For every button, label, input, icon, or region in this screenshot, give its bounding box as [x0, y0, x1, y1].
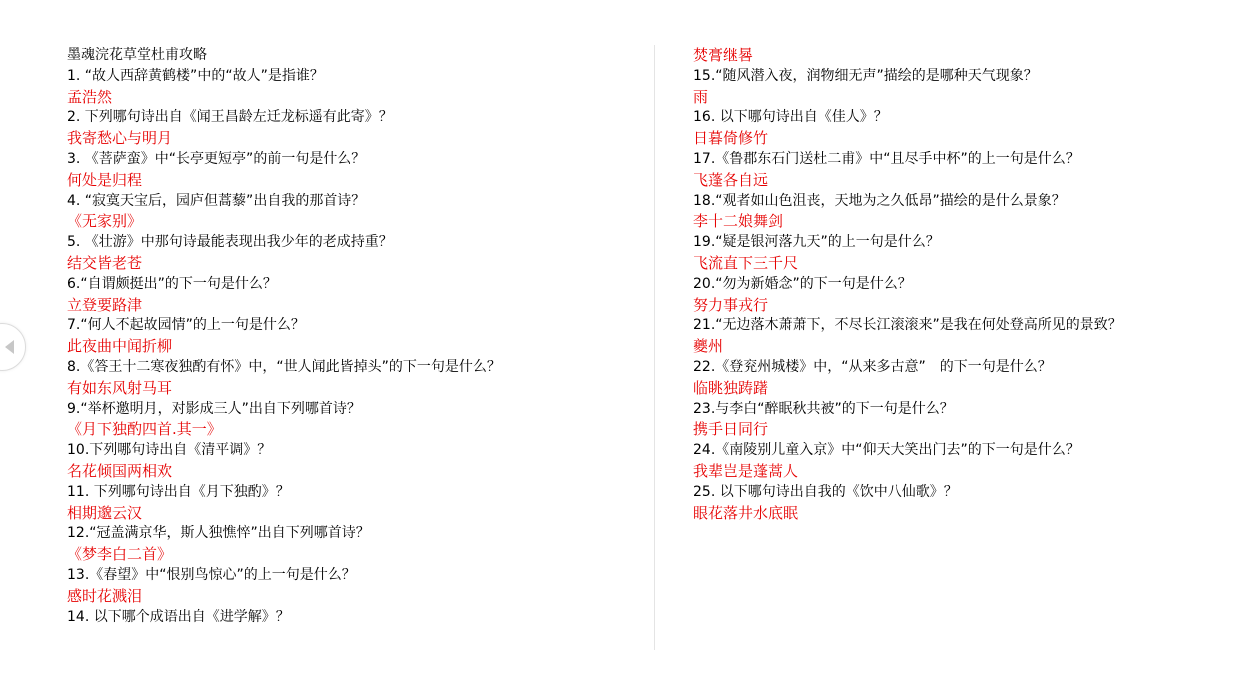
- right-column: [693, 45, 1238, 523]
- answer-9: 《月下独酌四首.其一》: [67, 420, 222, 439]
- question-2: 2. 下列哪句诗出自《闻王昌龄左迁龙标遥有此寄》？: [67, 109, 393, 126]
- left-column: [67, 45, 627, 627]
- prev-page-button[interactable]: [0, 323, 26, 371]
- answer-1: 孟浩然: [67, 87, 113, 106]
- question-1: 1. “故人西辞黄鹤楼”中的“故人”是指谁？: [67, 67, 324, 84]
- question-17: 17.《鲁郡东石门送杜二甫》中“且尽手中杯”的上一句是什么？: [693, 150, 1080, 167]
- question-5: 5. 《壮游》中那句诗最能表现出我少年的老成持重？: [67, 234, 393, 251]
- question-3: 3. 《菩萨蛮》中“长亭更短亭”的前一句是什么？: [67, 150, 366, 167]
- answer-23: 携手日同行: [693, 420, 769, 439]
- question-11: 11. 下列哪句诗出自《月下独酌》？: [67, 483, 290, 500]
- question-18: 18.“观者如山色沮丧，天地为之久低昂”描绘的是什么景象？: [693, 192, 1066, 209]
- answer-24: 我辈岂是蓬蒿人: [693, 461, 799, 480]
- answer-5: 结交皆老苍: [67, 253, 143, 272]
- question-25: 25. 以下哪句诗出自我的《饮中八仙歌》？: [693, 483, 958, 500]
- answer-13: 感时花溅泪: [67, 586, 143, 605]
- answer-22: 临眺独踌躇: [693, 378, 769, 397]
- question-10: 10.下列哪句诗出自《清平调》？: [67, 442, 272, 459]
- question-20: 20.“勿为新婚念”的下一句是什么？: [693, 275, 912, 292]
- answer-11: 相期邈云汉: [67, 503, 143, 522]
- question-15: 15.“随风潜入夜，润物细无声”描绘的是哪种天气现象？: [693, 67, 1038, 84]
- answer-7: 此夜曲中闻折柳: [67, 337, 173, 356]
- question-4: 4. “寂寞天宝后，园庐但蒿藜”出自我的那首诗？: [67, 192, 366, 209]
- answer-19: 飞流直下三千尺: [693, 253, 799, 272]
- question-8: 8.《答王十二寒夜独酌有怀》中，“世人闻此皆掉头”的下一句是什么？: [67, 358, 501, 375]
- question-22: 22.《登兖州城楼》中，“从来多古意” 的下一句是什么？: [693, 358, 1052, 375]
- answer-20: 努力事戎行: [693, 295, 769, 314]
- question-21: 21.“无边落木萧萧下，不尽长江滚滚来”是我在何处登高所见的景致？: [693, 317, 1122, 334]
- question-24: 24.《南陵别儿童入京》中“仰天大笑出门去”的下一句是什么？: [693, 442, 1080, 459]
- question-9: 9.“举杯邀明月，对影成三人”出自下列哪首诗？: [67, 400, 361, 417]
- answer-3: 何处是归程: [67, 170, 143, 189]
- chevron-left-icon: [5, 340, 14, 354]
- question-19: 19.“疑是银河落九天”的上一句是什么？: [693, 234, 940, 251]
- answer-6: 立登要路津: [67, 295, 143, 314]
- question-16: 16. 以下哪句诗出自《佳人》？: [693, 109, 888, 126]
- answer-8: 有如东风射马耳: [67, 378, 173, 397]
- answer-25: 眼花落井水底眠: [693, 503, 799, 522]
- answer-4: 《无家别》: [67, 212, 143, 231]
- answer-18: 李十二娘舞剑: [693, 212, 784, 231]
- document-title: 墨魂浣花草堂杜甫攻略: [67, 47, 207, 63]
- answer-2: 我寄愁心与明月: [67, 129, 173, 148]
- answer-14: 焚膏继晷: [693, 46, 754, 64]
- column-divider: [654, 45, 655, 650]
- answer-12: 《梦李白二首》: [67, 545, 173, 564]
- answer-10: 名花倾国两相欢: [67, 461, 173, 480]
- question-7: 7.“何人不起故园情”的上一句是什么？: [67, 317, 305, 334]
- answer-21: 夔州: [693, 337, 724, 356]
- answer-15: 雨: [693, 87, 709, 106]
- question-12: 12.“冠盖满京华，斯人独憔悴”出自下列哪首诗？: [67, 525, 370, 542]
- answer-16: 日暮倚修竹: [693, 129, 769, 148]
- question-23: 23.与李白“醉眠秋共被”的下一句是什么？: [693, 400, 954, 417]
- question-14: 14. 以下哪个成语出自《进学解》？: [67, 608, 290, 625]
- question-6: 6.“自谓颇挺出”的下一句是什么？: [67, 275, 277, 292]
- answer-17: 飞蓬各自远: [693, 170, 769, 189]
- question-13: 13.《春望》中“恨别鸟惊心”的上一句是什么？: [67, 566, 356, 583]
